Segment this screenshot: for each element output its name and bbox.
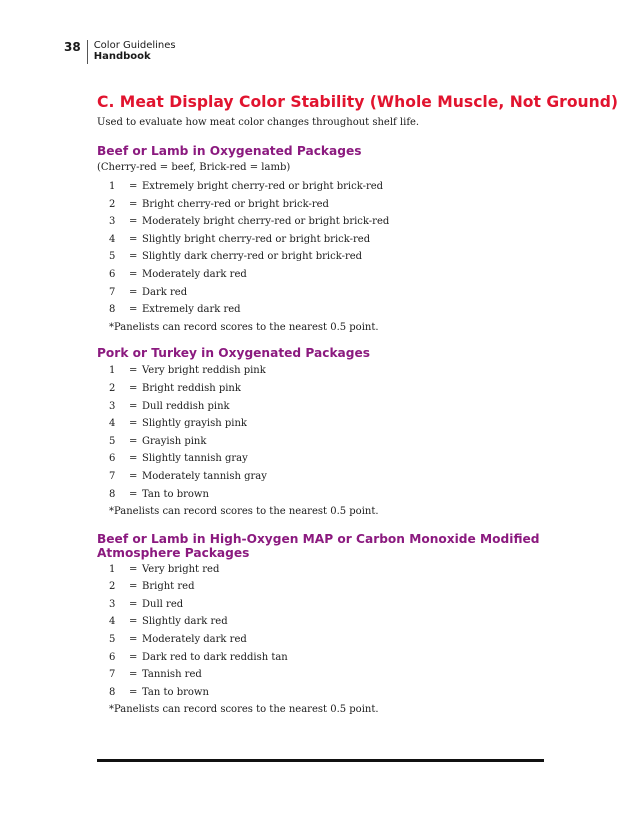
score-description: Bright cherry-red or bright brick-red <box>142 198 329 210</box>
score-description: Grayish pink <box>142 435 207 447</box>
score-description: Moderately dark red <box>142 268 247 280</box>
score-item <box>97 486 557 504</box>
score-equals: = <box>129 365 138 377</box>
score-equals: = <box>129 488 138 500</box>
score-equals: = <box>129 669 138 681</box>
score-equals: = <box>129 286 138 298</box>
score-number: 3 <box>109 216 116 228</box>
score-item <box>97 649 557 667</box>
score-item <box>97 666 557 684</box>
score-item <box>97 301 557 319</box>
score-description: Very bright reddish pink <box>142 365 266 377</box>
score-item <box>97 578 557 596</box>
score-number: 8 <box>109 686 116 698</box>
score-equals: = <box>129 233 138 245</box>
score-description: Dark red to dark reddish tan <box>142 651 288 663</box>
score-description: Bright reddish pink <box>142 382 241 394</box>
score-equals: = <box>129 216 138 228</box>
score-number: 2 <box>109 198 116 210</box>
page-number: 38 <box>64 40 81 54</box>
score-number: 6 <box>109 651 116 663</box>
block-heading <box>97 532 557 560</box>
scale-block-beef-lamb-map <box>97 532 557 719</box>
score-item <box>97 231 557 249</box>
score-item <box>97 468 557 486</box>
score-number: 4 <box>109 616 116 628</box>
score-equals: = <box>129 181 138 192</box>
score-item <box>97 248 557 266</box>
score-number: 7 <box>109 669 116 681</box>
score-item <box>97 380 557 398</box>
score-description: Tannish red <box>142 669 202 681</box>
score-equals: = <box>129 651 138 663</box>
score-description: Tan to brown <box>142 488 209 500</box>
score-equals: = <box>129 470 138 482</box>
scale-block-beef-lamb-oxygenated <box>97 144 557 336</box>
score-description: Slightly dark cherry-red or bright brick-red <box>142 251 363 263</box>
score-equals: = <box>129 686 138 698</box>
score-number: 2 <box>109 581 116 593</box>
score-equals: = <box>129 418 138 430</box>
score-equals: = <box>129 634 138 646</box>
score-description: Very bright red <box>142 563 220 575</box>
score-item <box>97 561 557 579</box>
score-description: Tan to brown <box>142 686 209 698</box>
block-heading: Beef or Lamb in Oxygenated Packages <box>97 144 362 158</box>
score-number: 6 <box>109 453 116 465</box>
score-equals: = <box>129 581 138 593</box>
scale-footnote: *Panelists can record scores to the nearest 0.5 point. <box>109 704 379 716</box>
score-item <box>97 178 557 196</box>
header-titles <box>94 40 176 62</box>
score-list <box>97 178 557 319</box>
score-description: Moderately tannish gray <box>142 470 267 482</box>
score-number: 5 <box>109 435 116 447</box>
score-equals: = <box>129 198 138 210</box>
score-number: 8 <box>109 488 116 500</box>
score-equals: = <box>129 304 138 316</box>
score-number: 2 <box>109 382 116 394</box>
score-description: Extremely bright cherry-red or bright brick-red <box>142 181 384 192</box>
score-number: 4 <box>109 233 116 245</box>
score-description: Moderately bright cherry-red or bright brick-red <box>142 216 390 228</box>
score-equals: = <box>129 598 138 610</box>
scale-footnote: *Panelists can record scores to the nearest 0.5 point. <box>109 321 379 333</box>
score-equals: = <box>129 435 138 447</box>
score-item <box>97 613 557 631</box>
block-note: (Cherry-red = beef, Brick-red = lamb) <box>97 162 291 173</box>
score-description: Slightly bright cherry-red or bright brick-red <box>142 233 371 245</box>
score-equals: = <box>129 251 138 263</box>
header-divider <box>87 40 88 64</box>
score-item <box>97 450 557 468</box>
score-item <box>97 596 557 614</box>
score-item <box>97 362 557 380</box>
score-description: Slightly dark red <box>142 616 228 628</box>
score-description: Moderately dark red <box>142 634 247 646</box>
score-description: Dull reddish pink <box>142 400 230 412</box>
footer-rule <box>97 759 544 762</box>
score-list <box>97 561 557 702</box>
score-equals: = <box>129 382 138 394</box>
score-description: Bright red <box>142 581 195 593</box>
score-list <box>97 362 557 503</box>
score-number: 3 <box>109 598 116 610</box>
block-heading-line1: Beef or Lamb in High-Oxygen MAP or Carbon Monoxide Modified <box>97 531 540 546</box>
score-number: 4 <box>109 418 116 430</box>
score-equals: = <box>129 453 138 465</box>
block-heading-line2: Atmosphere Packages <box>97 545 250 560</box>
score-description: Slightly tannish gray <box>142 453 248 465</box>
scale-footnote: *Panelists can record scores to the nearest 0.5 point. <box>109 506 379 518</box>
score-number: 8 <box>109 304 116 316</box>
score-description: Slightly grayish pink <box>142 418 247 430</box>
score-item <box>97 213 557 231</box>
header-title: Color Guidelines <box>93 40 176 51</box>
section-title: C. Meat Display Color Stability (Whole Muscle, Not Ground) <box>97 93 619 111</box>
page-content <box>97 92 619 719</box>
score-number: 6 <box>109 268 116 280</box>
score-item <box>97 398 557 416</box>
score-number: 3 <box>109 400 116 412</box>
score-item <box>97 284 557 302</box>
score-item <box>97 266 557 284</box>
score-item <box>97 415 557 433</box>
score-item <box>97 433 557 451</box>
score-description: Dark red <box>142 286 188 298</box>
score-number: 5 <box>109 251 116 263</box>
score-description: Dull red <box>142 598 184 610</box>
score-equals: = <box>129 400 138 412</box>
score-equals: = <box>129 268 138 280</box>
score-description: Extremely dark red <box>142 304 241 316</box>
scale-block-pork-turkey-oxygenated <box>97 346 557 520</box>
score-number: 1 <box>109 181 116 192</box>
score-number: 1 <box>109 563 116 575</box>
section-intro: Used to evaluate how meat color changes throughout shelf life. <box>97 117 420 128</box>
score-item <box>97 196 557 214</box>
page-header <box>64 40 176 64</box>
score-number: 1 <box>109 365 116 377</box>
score-equals: = <box>129 616 138 628</box>
score-item <box>97 631 557 649</box>
score-equals: = <box>129 563 138 575</box>
score-item <box>97 684 557 702</box>
score-number: 7 <box>109 470 116 482</box>
header-subtitle: Handbook <box>93 51 151 62</box>
block-heading: Pork or Turkey in Oxygenated Packages <box>97 346 371 361</box>
score-number: 7 <box>109 286 116 298</box>
score-number: 5 <box>109 634 116 646</box>
